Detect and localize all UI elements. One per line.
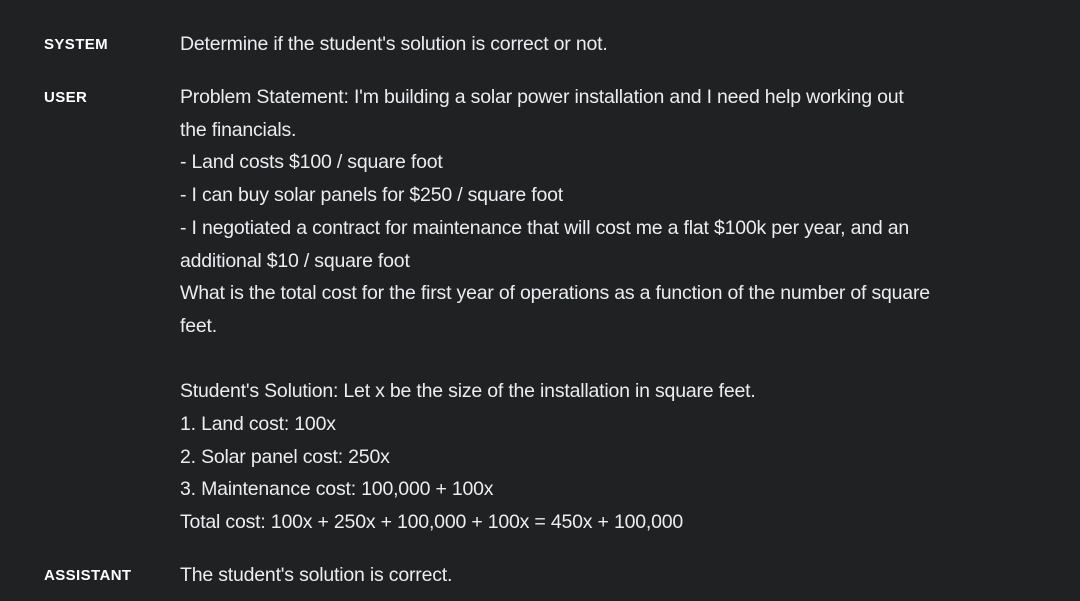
message-line: additional $10 / square foot xyxy=(180,249,410,272)
message-line: The student's solution is correct. xyxy=(180,564,453,586)
message-line: 3. Maintenance cost: 100,000 + 100x xyxy=(180,478,494,501)
message-line: 2. Solar panel cost: 250x xyxy=(180,445,390,468)
message-line: What is the total cost for the first year of operations as a function of the number of square xyxy=(180,282,930,305)
message-line: Determine if the student's solution is correct or not. xyxy=(180,33,608,55)
blank-line xyxy=(180,343,1040,376)
message-line: Total cost: 100x + 250x + 100,000 + 100x = 450x + 100,000 xyxy=(180,511,684,534)
message-line: - I can buy solar panels for $250 / square foot xyxy=(180,184,563,207)
role-label-system: SYSTEM xyxy=(44,36,109,53)
message-line: feet. xyxy=(180,314,217,337)
user-message-content xyxy=(180,81,1040,539)
system-message-content xyxy=(180,28,1040,61)
message-line: - Land costs $100 / square foot xyxy=(180,151,443,174)
message-line: - I negotiated a contract for maintenance that will cost me a flat $100k per year, and an xyxy=(180,216,910,239)
assistant-message-content xyxy=(180,559,1040,592)
message-line: 1. Land cost: 100x xyxy=(180,413,336,436)
message-line: Student's Solution: Let x be the size of the installation in square feet. xyxy=(180,380,756,403)
role-label-user: USER xyxy=(44,89,88,106)
role-label-assistant: ASSISTANT xyxy=(44,567,132,584)
message-line: Problem Statement: I'm building a solar power installation and I need help working out xyxy=(180,86,904,108)
message-line: the financials. xyxy=(180,118,297,141)
